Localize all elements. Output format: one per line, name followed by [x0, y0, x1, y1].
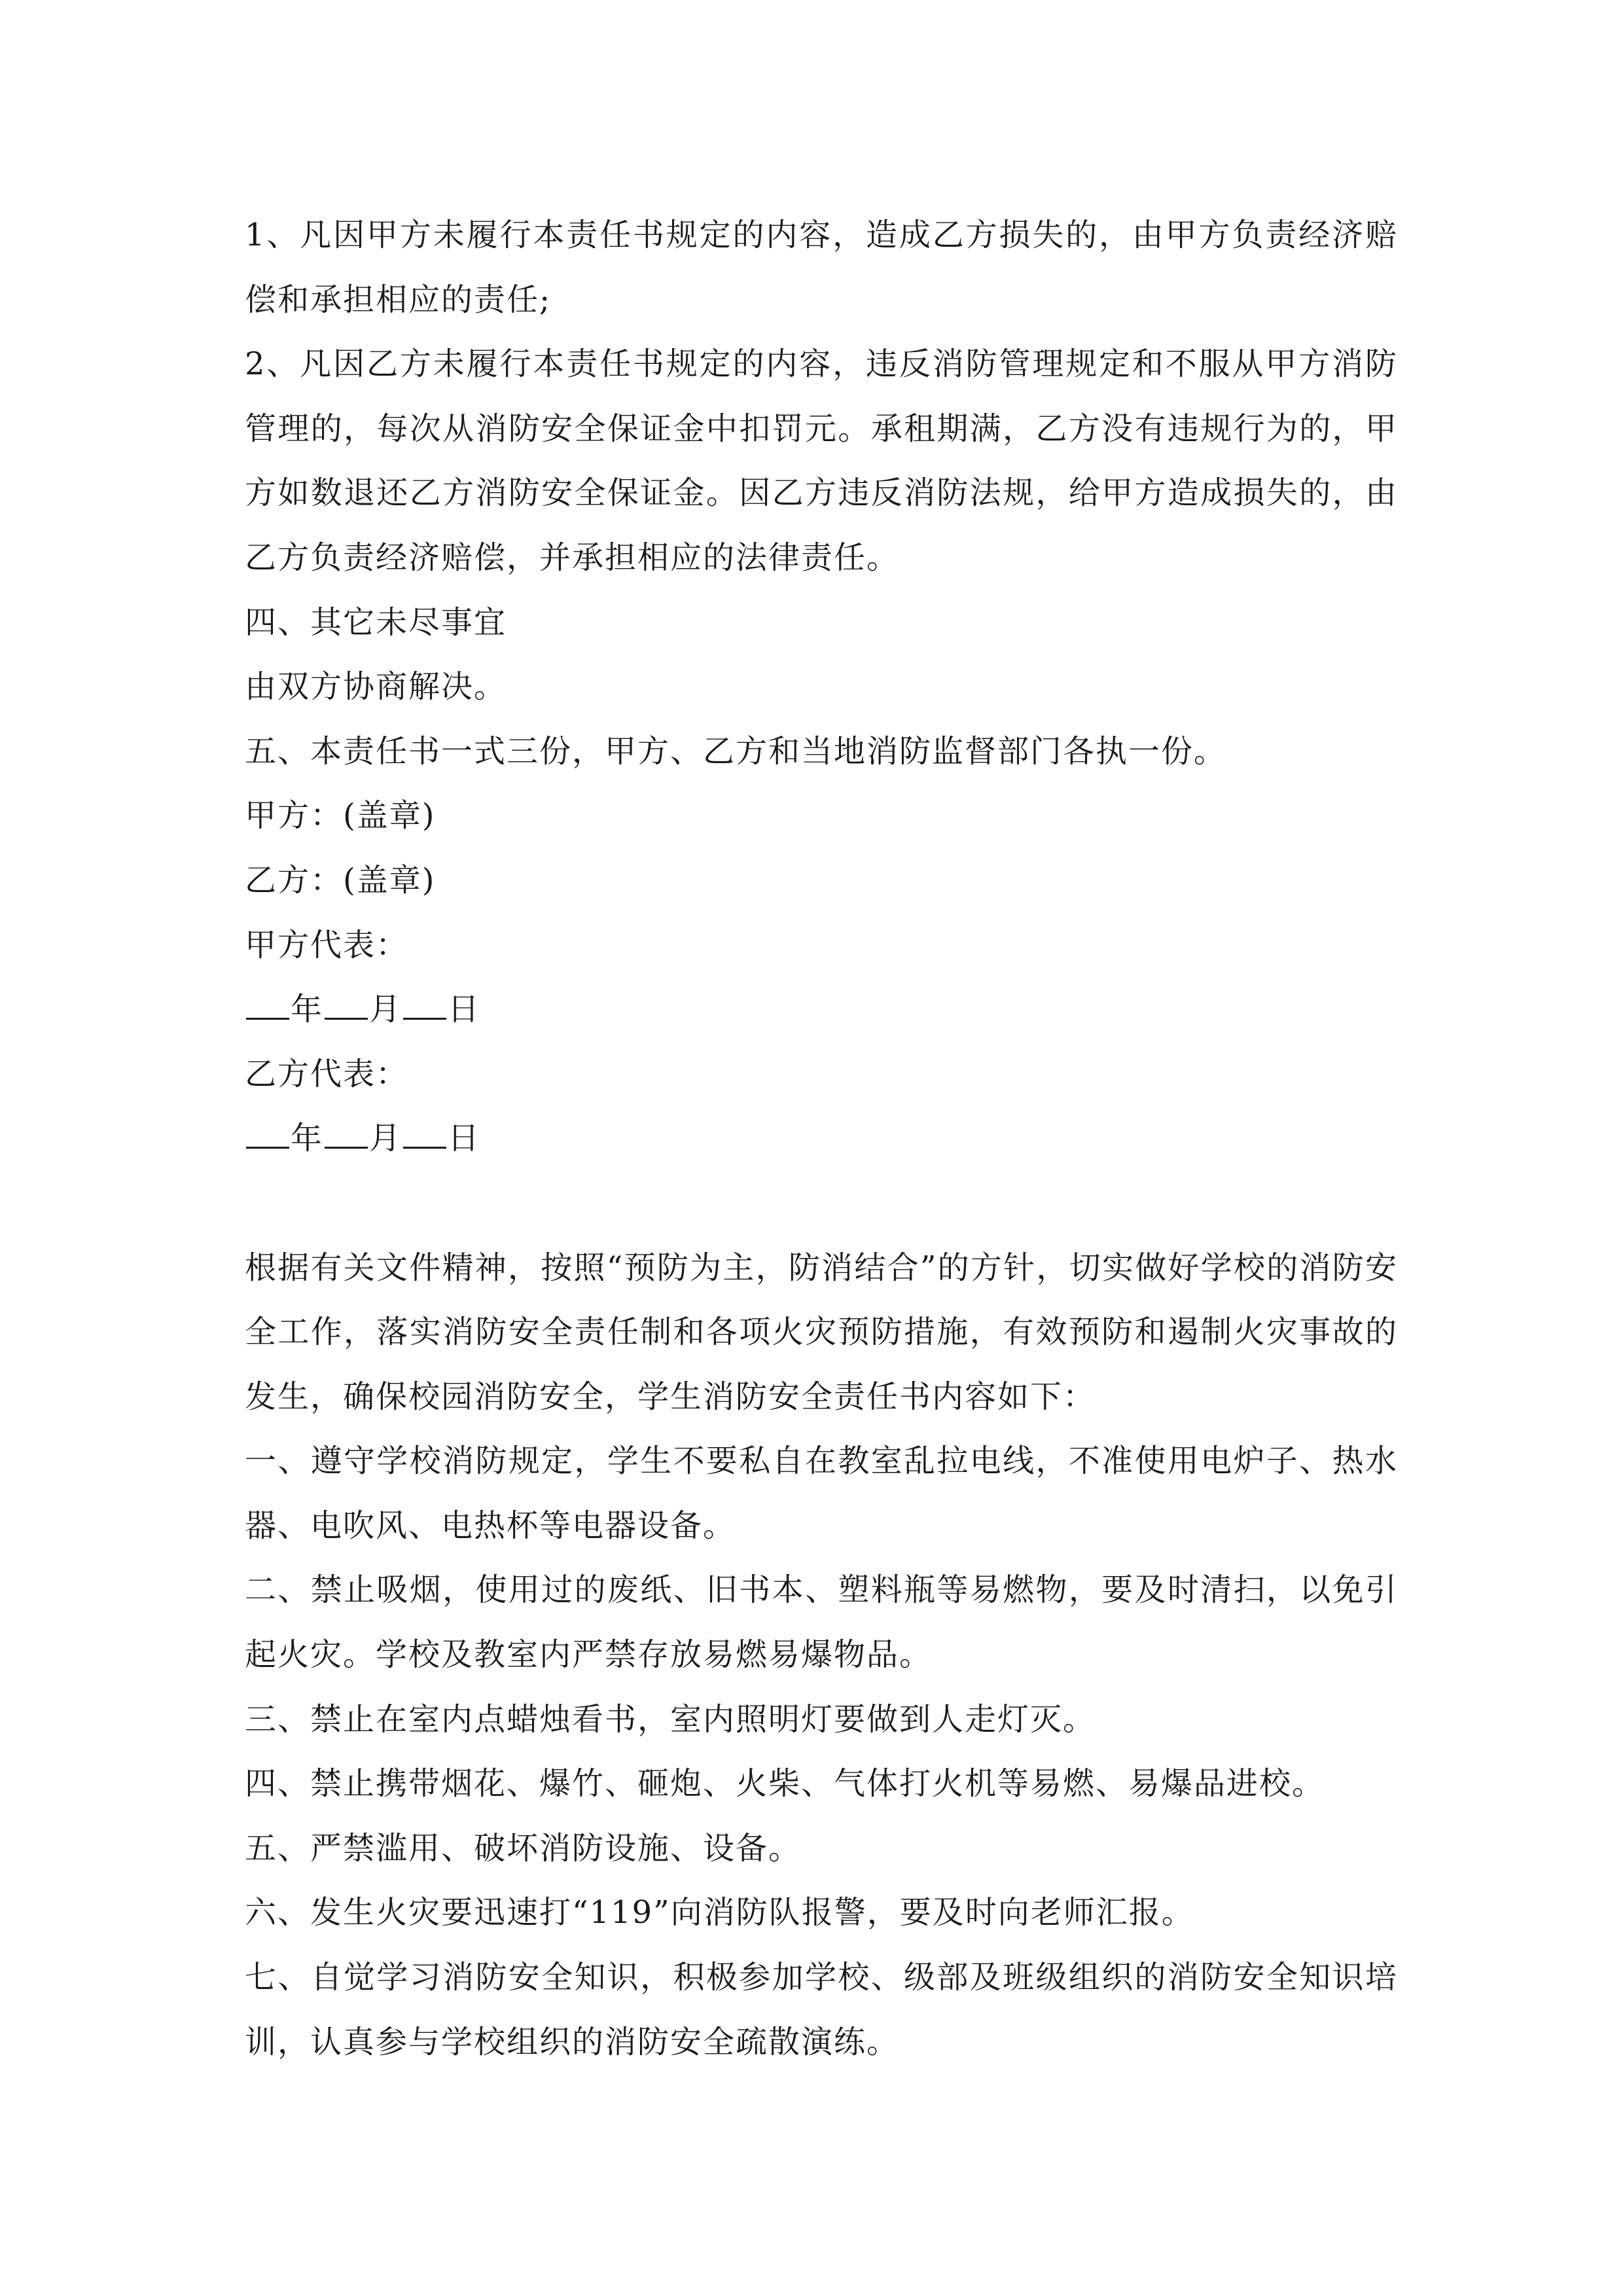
section-heading-other-matters: 四、其它未尽事宜 — [245, 603, 507, 641]
rule-5: 五、严禁滥用、破坏消防设施、设备。 — [245, 1829, 802, 1867]
day-blank — [403, 1107, 446, 1149]
clause-1: 1、凡因甲方未履行本责任书规定的内容，造成乙方损失的，由甲方负责经济赔偿和承担相应的责任; — [245, 217, 1398, 318]
party-a-representative: 甲方代表： — [245, 926, 409, 963]
rule-1: 一、遵守学校消防规定，学生不要私自在教室乱拉电线，不准使用电炉子、热水器、电吹风、电热杯等电器设备。 — [245, 1443, 1398, 1544]
date-line-party-a — [245, 977, 1398, 1042]
month-blank — [325, 1107, 368, 1149]
year-blank — [246, 1107, 289, 1149]
month-label: 月 — [369, 991, 402, 1028]
rule-7: 七、自觉学习消防安全知识，积极参加学校、级部及班级组织的消防安全知识培训，认真参与学校组织的消防安全疏散演练。 — [245, 1959, 1398, 2060]
date-line-party-b — [245, 1106, 1398, 1171]
section-gap — [245, 1171, 1398, 1236]
day-label: 日 — [448, 1120, 481, 1157]
rule-6: 六、发生火灾要迅速打“119”向消防队报警，要及时向老师汇报。 — [245, 1894, 1194, 1931]
year-label: 年 — [291, 1120, 324, 1157]
month-label: 月 — [369, 1120, 402, 1157]
student-intro: 根据有关文件精神，按照“预防为主，防消结合”的方针，切实做好学校的消防安全工作，落实消防安全责任制和各项火灾预防措施，有效预防和遏制火灾事故的发生，确保校园消防安全，学生消防安全责任书内容如下： — [245, 1249, 1398, 1415]
party-b-seal: 乙方：(盖章) — [245, 861, 436, 899]
rule-2: 二、禁止吸烟，使用过的废纸、旧书本、塑料瓶等易燃物，要及时清扫，以免引起火灾。学校及教室内严禁存放易燃易爆物品。 — [245, 1571, 1398, 1674]
copies-clause: 五、本责任书一式三份，甲方、乙方和当地消防监督部门各执一份。 — [245, 732, 1227, 770]
party-b-representative: 乙方代表： — [245, 1055, 409, 1092]
party-a-seal: 甲方：(盖章) — [245, 797, 436, 834]
rule-3: 三、禁止在室内点蜡烛看书，室内照明灯要做到人走灯灭。 — [245, 1700, 1096, 1738]
clause-2: 2、凡因乙方未履行本责任书规定的内容，违反消防管理规定和不服从甲方消防管理的，每次从消防安全保证金中扣罚元。承租期满，乙方没有违规行为的，甲方如数退还乙方消防安全保证金。因乙方违反消防法规，给甲方造成损失的，由乙方负责经济赔偿，并承担相应的法律责任。 — [245, 346, 1398, 576]
document-body — [245, 203, 1398, 2074]
day-label: 日 — [448, 991, 481, 1028]
rule-4: 四、禁止携带烟花、爆竹、砸炮、火柴、气体打火机等易燃、易爆品进校。 — [245, 1765, 1325, 1803]
month-blank — [325, 978, 368, 1020]
year-blank — [246, 978, 289, 1020]
year-label: 年 — [291, 991, 324, 1028]
day-blank — [403, 978, 446, 1020]
other-matters-text: 由双方协商解决。 — [245, 668, 507, 706]
